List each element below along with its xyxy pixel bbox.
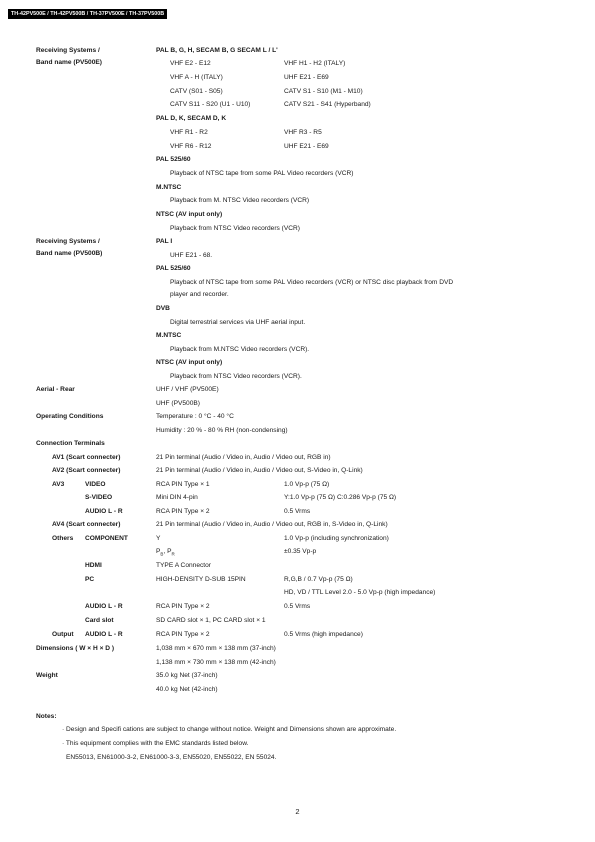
- label-others: Others: [52, 535, 74, 542]
- av3-audio-spec: 0.5 Vrms: [284, 508, 311, 515]
- band-cell: UHF E21 - E69: [284, 143, 329, 150]
- band-cell: CATV S21 - S41 (Hyperband): [284, 101, 371, 108]
- band-cell: VHF H1 - H2 (ITALY): [284, 60, 346, 67]
- label-pc: PC: [85, 576, 95, 583]
- pal525-title-b: PAL 525/60: [156, 265, 191, 272]
- label-others-audio: AUDIO L - R: [85, 603, 123, 610]
- pc-type: HIGH-DENSITY D-SUB 15PIN: [156, 576, 246, 583]
- ntsc-desc-b: Playback from NTSC Video recorders (VCR).: [170, 373, 302, 380]
- label-receiving-systems-e: Receiving Systems /: [36, 47, 100, 54]
- dimensions-42: 1,138 mm × 730 mm × 138 mm (42-inch): [156, 659, 276, 666]
- band-cell: VHF E2 - E12: [170, 60, 211, 67]
- pal-i-desc: UHF E21 - 68.: [170, 252, 213, 259]
- note-item: · This equipment complies with the EMC standards listed below.: [62, 740, 249, 747]
- weight-42: 40.0 kg Net (42-inch): [156, 686, 218, 693]
- label-dimensions: Dimensions ( W × H × D ): [36, 645, 115, 652]
- label-output: Output: [52, 631, 74, 638]
- dvb-title: DVB: [156, 305, 170, 312]
- component-y-spec: 1.0 Vp-p (including synchronization): [284, 535, 389, 542]
- band-cell: CATV S11 - S20 (U1 - U10): [170, 101, 251, 108]
- others-audio-type: RCA PIN Type × 2: [156, 603, 210, 610]
- pal525-desc-b-cont: player and recorder.: [170, 291, 229, 298]
- card-slot-value: SD CARD slot × 1, PC CARD slot × 1: [156, 617, 266, 624]
- label-band-name-b: Band name (PV500B): [36, 250, 103, 257]
- av3-svideo-spec: Y:1.0 Vp-p (75 Ω) C:0.286 Vp-p (75 Ω): [284, 494, 397, 501]
- label-operating-conditions: Operating Conditions: [36, 413, 104, 420]
- label-band-name-e: Band name (PV500E): [36, 59, 102, 66]
- ntsc-title-b: NTSC (AV input only): [156, 359, 223, 366]
- pr-separator: , P: [163, 548, 172, 555]
- others-audio-spec: 0.5 Vrms: [284, 603, 311, 610]
- av1-value: 21 Pin terminal (Audio / Video in, Audio / Video out, RGB in): [156, 454, 331, 461]
- band-cell: CATV (S01 - S05): [170, 88, 223, 95]
- label-component: COMPONENT: [85, 535, 128, 542]
- label-av1: AV1 (Scart connecter): [52, 454, 121, 461]
- mntsc-title-b: M.NTSC: [156, 332, 182, 339]
- ntsc-desc-e: Playback from NTSC Video recorders (VCR): [170, 225, 300, 232]
- band-cell: VHF R6 - R12: [170, 143, 212, 150]
- pal-bg-title: PAL B, G, H, SECAM B, G SECAM L / L': [156, 47, 278, 54]
- notes-title: Notes:: [36, 713, 57, 720]
- pc-spec-sync: HD, VD / TTL Level 2.0 - 5.0 Vp-p (high impedance): [284, 589, 436, 596]
- operating-temperature: Temperature : 0 °C - 40 °C: [156, 413, 234, 420]
- note-standards: EN55013, EN61000-3-2, EN61000-3-3, EN55020, EN55022, EN 55024.: [66, 754, 277, 761]
- pb-letter: P: [156, 548, 161, 555]
- mntsc-desc-e: Playback from M. NTSC Video recorders (VCR): [170, 197, 310, 204]
- operating-humidity: Humidity : 20 % - 80 % RH (non-condensing): [156, 427, 288, 434]
- label-output-audio: AUDIO L - R: [85, 631, 123, 638]
- aerial-value: UHF / VHF (PV500E): [156, 386, 219, 393]
- pal-dk-title: PAL D, K, SECAM D, K: [156, 115, 227, 122]
- band-cell: VHF R1 - R2: [170, 129, 208, 136]
- band-cell: VHF A - H (ITALY): [170, 74, 223, 81]
- av4-value: 21 Pin terminal (Audio / Video in, Audio / Video out, RGB in, S-Video in, Q-Link): [156, 521, 388, 528]
- dimensions-37: 1,038 mm × 670 mm × 138 mm (37-inch): [156, 645, 276, 652]
- component-y: Y: [156, 535, 161, 542]
- page-number: 2: [295, 807, 300, 816]
- pal-i-title: PAL I: [156, 238, 173, 245]
- label-av3: AV3: [52, 481, 65, 488]
- label-hdmi: HDMI: [85, 562, 102, 569]
- pal525-desc-e: Playback of NTSC tape from some PAL Video recorders (VCR): [170, 170, 354, 177]
- label-weight: Weight: [36, 672, 58, 679]
- output-audio-type: RCA PIN Type × 2: [156, 631, 210, 638]
- av3-video-spec: 1.0 Vp-p (75 Ω): [284, 481, 330, 488]
- output-audio-spec: 0.5 Vrms (high impedance): [284, 631, 363, 638]
- mntsc-desc-b: Playback from M.NTSC Video recorders (VCR).: [170, 346, 310, 353]
- label-connection-terminals: Connection Terminals: [36, 440, 105, 447]
- pc-spec-rgb: R,G,B / 0.7 Vp-p (75 Ω): [284, 576, 353, 583]
- band-cell: VHF R3 - R5: [284, 129, 322, 136]
- pb-subscript: B: [160, 551, 164, 557]
- band-cell: UHF E21 - E69: [284, 74, 329, 81]
- av3-video-type: RCA PIN Type × 1: [156, 481, 210, 488]
- label-av4: AV4 (Scart connecter): [52, 521, 121, 528]
- aerial-value: UHF (PV500B): [156, 400, 200, 407]
- label-av2: AV2 (Scart connecter): [52, 467, 121, 474]
- note-item: · Design and Specifi cations are subject to change without notice. Weight and Dimensions shown are approximate.: [62, 726, 397, 733]
- component-pbpr: [156, 549, 175, 557]
- band-cell: CATV S1 - S10 (M1 - M10): [284, 88, 363, 95]
- label-av3-video: VIDEO: [85, 481, 106, 488]
- dvb-desc: Digital terrestrial services via UHF aerial input.: [170, 319, 306, 326]
- pal525-title-e: PAL 525/60: [156, 156, 191, 163]
- av3-svideo-type: Mini DIN 4-pin: [156, 494, 198, 501]
- av2-value: 21 Pin terminal (Audio / Video in, Audio / Video out, S-Video in, Q-Link): [156, 467, 363, 474]
- pal525-desc-b: Playback of NTSC tape from some PAL Video recorders (VCR) or NTSC disc playback from DVD: [170, 279, 454, 286]
- label-card-slot: Card slot: [85, 617, 114, 624]
- label-av3-audio: AUDIO L - R: [85, 508, 123, 515]
- weight-37: 35.0 kg Net (37-inch): [156, 672, 218, 679]
- av3-audio-type: RCA PIN Type × 2: [156, 508, 210, 515]
- label-av3-svideo: S-VIDEO: [85, 494, 113, 501]
- mntsc-title-e: M.NTSC: [156, 184, 182, 191]
- label-aerial: Aerial - Rear: [36, 386, 75, 393]
- model-header-bar: TH-42PV500E / TH-42PV500B / TH-37PV500E / TH-37PV500B: [8, 9, 167, 19]
- hdmi-value: TYPE A Connector: [156, 562, 211, 569]
- label-receiving-systems-b: Receiving Systems /: [36, 238, 100, 245]
- ntsc-title-e: NTSC (AV input only): [156, 211, 223, 218]
- pr-subscript: R: [171, 551, 175, 557]
- component-pbpr-spec: ±0.35 Vp-p: [284, 548, 317, 555]
